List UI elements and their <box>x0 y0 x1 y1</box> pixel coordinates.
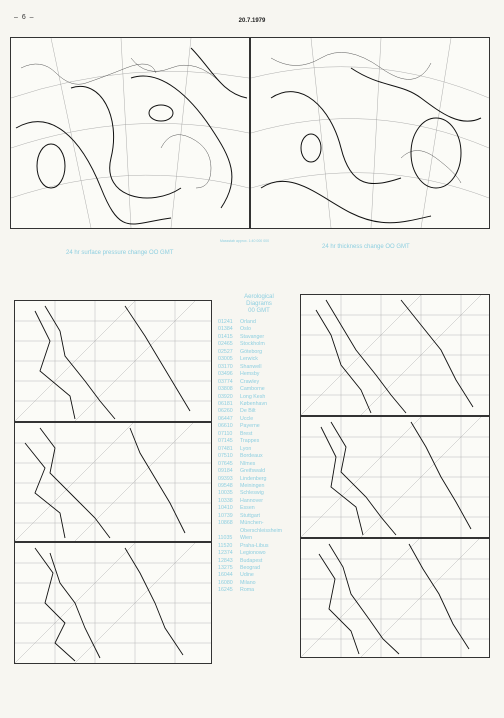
station-name: Bordeaux <box>240 453 263 460</box>
sounding-plot-6 <box>301 539 489 657</box>
station-name: Trappes <box>240 438 260 445</box>
station-name: Stockholm <box>240 341 265 348</box>
station-name: Beograd <box>240 564 261 571</box>
station-row <box>218 341 300 348</box>
station-id: 09548 <box>218 482 233 489</box>
station-row <box>218 334 300 341</box>
station-row <box>218 401 300 408</box>
station-name: Göteborg <box>240 348 263 355</box>
station-name: Greifswald <box>240 468 266 475</box>
station-id: 06447 <box>218 415 233 422</box>
station-id: 16080 <box>218 579 233 586</box>
station-name: Budapest <box>240 557 263 564</box>
station-id: 13275 <box>218 564 233 571</box>
aerological-diagram-4 <box>300 294 490 416</box>
station-id: 10868 <box>218 520 233 527</box>
station-name: Wien <box>240 535 253 542</box>
station-id: 10338 <box>218 497 233 504</box>
station-id: 03808 <box>218 386 233 393</box>
station-row <box>218 326 300 333</box>
station-name: Crawley <box>240 378 260 385</box>
page-number: – 6 – <box>14 14 35 21</box>
right-map-caption: 24 hr thickness change OO GMT <box>322 244 410 250</box>
station-name: München- <box>240 520 264 527</box>
sounding-plot-1 <box>15 301 211 421</box>
station-row <box>218 438 300 445</box>
station-row <box>218 587 300 594</box>
station-name: Long Kesh <box>240 393 266 400</box>
station-name: Lyon <box>240 445 252 452</box>
station-name: Oberschleissheim <box>240 527 283 534</box>
station-name: Legionowo <box>240 550 266 557</box>
station-id: 07645 <box>218 460 233 467</box>
station-id: 16044 <box>218 572 233 579</box>
station-id: 07510 <box>218 453 233 460</box>
station-row <box>218 468 300 475</box>
station-name: Oslo <box>240 326 251 333</box>
station-id: 12374 <box>218 550 233 557</box>
sounding-plot-5 <box>301 417 489 537</box>
station-row <box>218 498 300 505</box>
station-name: Praha-Libus <box>240 542 269 549</box>
station-row <box>218 520 300 527</box>
station-id: 06610 <box>218 423 233 430</box>
index-title-line-2: Diagrams <box>246 301 272 307</box>
pressure-map-drawing <box>11 38 249 228</box>
station-row <box>218 580 300 587</box>
station-id: 16245 <box>218 587 233 594</box>
station-row <box>218 513 300 520</box>
station-row <box>218 535 300 542</box>
station-id: 06260 <box>218 408 233 415</box>
station-name: Hannover <box>240 497 263 504</box>
station-id: 07481 <box>218 445 233 452</box>
thickness-change-map <box>250 37 490 229</box>
station-name: Payerne <box>240 423 260 430</box>
aerological-diagram-5 <box>300 416 490 538</box>
aerological-diagram-2 <box>14 422 212 542</box>
station-row <box>218 565 300 572</box>
thickness-map-drawing <box>251 38 489 228</box>
station-id: 03920 <box>218 393 233 400</box>
station-id: 02465 <box>218 341 233 348</box>
station-name: Lindenberg <box>240 475 267 482</box>
station-id: 03170 <box>218 363 233 370</box>
station-row <box>218 379 300 386</box>
left-map-caption: 24 hr surface pressure change OO GMT <box>66 250 174 256</box>
page-date: 20.7.1979 <box>238 18 266 24</box>
station-name: Brest <box>240 430 253 437</box>
station-id: 03005 <box>218 356 233 363</box>
index-title-line-3: 00 GMT <box>248 308 270 314</box>
station-name: Schleswig <box>240 490 264 497</box>
station-name: Milano <box>240 579 256 586</box>
station-id: 03496 <box>218 371 233 378</box>
station-row <box>218 386 300 393</box>
index-title-line-1: Aerological <box>244 294 274 300</box>
station-id: 09184 <box>218 468 233 475</box>
station-row <box>218 558 300 565</box>
station-row <box>218 572 300 579</box>
station-name: Stavanger <box>240 333 265 340</box>
station-id: 11035 <box>218 535 233 542</box>
station-id: 10739 <box>218 512 233 519</box>
sounding-plot-4 <box>301 295 489 415</box>
station-id: 07110 <box>218 430 233 437</box>
station-id: 11520 <box>218 542 233 549</box>
sounding-plot-2 <box>15 423 211 541</box>
station-id: 09393 <box>218 475 233 482</box>
station-row <box>218 483 300 490</box>
station-id: 01241 <box>218 319 233 325</box>
station-row <box>218 461 300 468</box>
station-id: 06181 <box>218 400 233 407</box>
station-row <box>218 319 300 326</box>
station-id: 10035 <box>218 490 233 497</box>
station-name: Roma <box>240 587 255 594</box>
station-row <box>218 423 300 430</box>
aerological-diagram-3 <box>14 542 212 664</box>
station-name: Essen <box>240 505 255 512</box>
station-row <box>218 543 300 550</box>
station-id: 10410 <box>218 505 233 512</box>
station-name: Udine <box>240 572 254 579</box>
station-row <box>218 550 300 557</box>
station-row <box>218 364 300 371</box>
aerological-diagram-6 <box>300 538 490 658</box>
station-name: Stuttgart <box>240 512 261 519</box>
station-row <box>218 505 300 512</box>
station-name: Orland <box>240 319 256 325</box>
map-scale: Massstab approx. 1:40 000 000 <box>220 239 270 243</box>
station-row <box>218 431 300 438</box>
station-name: Camborne <box>240 386 265 393</box>
station-row <box>218 356 300 363</box>
station-list <box>218 319 300 595</box>
station-name: Lerwick <box>240 356 258 363</box>
station-row <box>218 446 300 453</box>
station-row <box>218 349 300 356</box>
station-row <box>218 528 300 535</box>
station-id: 01415 <box>218 333 233 340</box>
station-row <box>218 408 300 415</box>
station-row <box>218 453 300 460</box>
station-row <box>218 476 300 483</box>
station-name: Meiningen <box>240 482 265 489</box>
station-id: 07145 <box>218 438 233 445</box>
station-row <box>218 490 300 497</box>
surface-pressure-change-map <box>10 37 250 229</box>
station-name: Nîmes <box>240 460 256 467</box>
station-row <box>218 394 300 401</box>
aerological-diagram-1 <box>14 300 212 422</box>
station-name: Shanwell <box>240 363 262 370</box>
station-id: 03774 <box>218 378 233 385</box>
station-id: 02527 <box>218 348 233 355</box>
sounding-plot-3 <box>15 543 211 663</box>
station-row <box>218 416 300 423</box>
station-name: Hemsby <box>240 371 260 378</box>
station-id: 12843 <box>218 557 233 564</box>
station-name: København <box>240 400 268 407</box>
station-id: 01384 <box>218 326 233 333</box>
station-name: De Bilt <box>240 408 256 415</box>
station-name: Uccle <box>240 415 254 422</box>
station-index <box>218 294 300 595</box>
index-title <box>218 294 300 315</box>
station-row <box>218 371 300 378</box>
